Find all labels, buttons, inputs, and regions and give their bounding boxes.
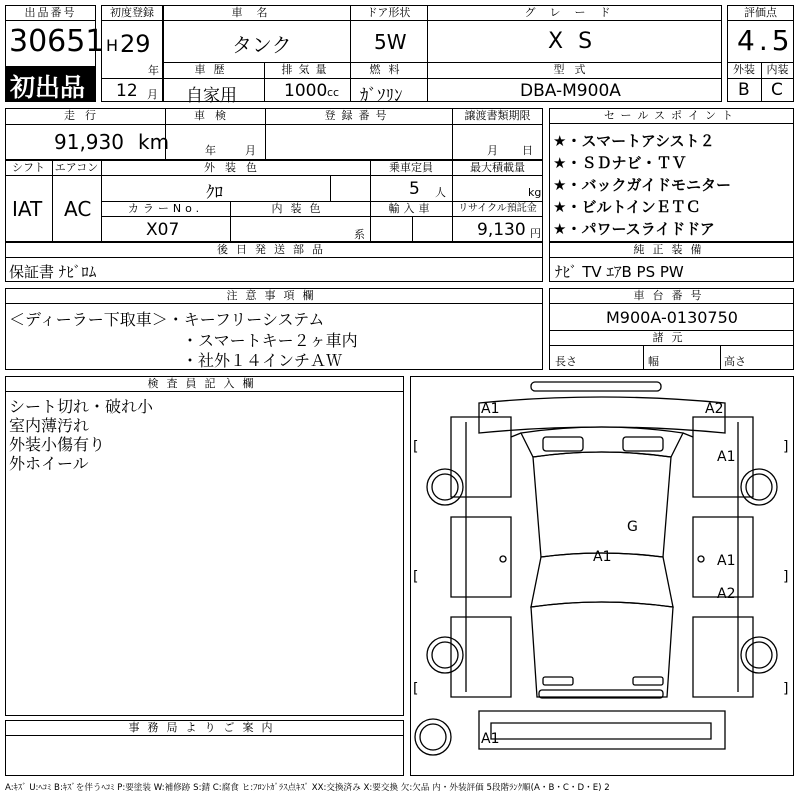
length-label: 長さ <box>555 355 577 368</box>
model: DBA-M900A <box>520 81 621 101</box>
mileage-label: 走行 <box>64 109 106 122</box>
mileage: 91,930 <box>54 130 124 154</box>
registration-label: 初度登録 <box>101 5 163 21</box>
office-label: 事務局よりご案内 <box>5 720 404 736</box>
reg-era: H <box>106 36 119 55</box>
door-label: ドア形状 <box>366 6 411 19</box>
genuine-equipment-label: 純正装備 <box>549 242 794 258</box>
bracket: ] <box>783 569 789 585</box>
recycle-deposit: 9,130 <box>477 220 526 240</box>
car-diagram-svg <box>411 377 793 775</box>
inspection-month-unit: 月 <box>245 144 256 157</box>
car-name: タンク <box>232 33 292 57</box>
legend-text: A:ｷｽﾞ U:ﾍｺﾐ B:ｷｽﾞを伴うﾍｺﾐ P:要塗装 W:補修跡 S:錆 C:腐食 ヒ:ﾌﾛﾝﾄｶﾞﾗｽ点ｷｽﾞ XX:交換済み X:要交換 欠:欠品 内・外装評価 5段階ﾗﾝｸ順(A・B・C・D・E) 2 <box>5 783 610 793</box>
inspection-year-unit: 年 <box>205 144 216 157</box>
bracket: ] <box>783 439 789 455</box>
lot-number: 30651 <box>9 24 105 59</box>
damage-diagram <box>410 376 794 776</box>
width-label: 幅 <box>648 355 659 368</box>
interior-grade: C <box>771 80 783 100</box>
history: 自家用 <box>186 86 237 106</box>
reg-month: 12 <box>116 81 138 101</box>
score: 4.5 <box>737 24 794 57</box>
spec-label: 諸元 <box>549 330 794 346</box>
recycle-unit: 円 <box>530 227 541 240</box>
damage-mark: A1 <box>481 731 500 747</box>
displacement: 1000 <box>284 81 328 101</box>
inspector-line-2: 室内薄汚れ <box>9 416 90 435</box>
chassis-label: 車台番号 <box>549 288 794 304</box>
inspector-label: 検査員記入欄 <box>5 376 404 392</box>
int-color-unit: 系 <box>354 228 365 241</box>
grade: X S <box>548 29 597 54</box>
inspector-line-3: 外装小傷有り <box>9 435 106 454</box>
history-label: 車歴 <box>194 63 233 76</box>
bracket: [ <box>413 439 419 455</box>
damage-mark: A1 <box>481 401 500 417</box>
sales-point-5: ★・パワースライドドア <box>553 220 715 238</box>
recycle-label: リサイクル預託金 <box>458 203 537 214</box>
damage-mark: A1 <box>717 449 736 465</box>
inspector-line-1: シート切れ・破れ小 <box>9 397 154 416</box>
sales-points-label: セールスポイント <box>549 108 794 124</box>
bracket: [ <box>413 681 419 697</box>
fuel: ｶﾞｿﾘﾝ <box>360 86 403 106</box>
ext-color: ｸﾛ <box>206 183 223 203</box>
sales-point-4: ★・ビルトインＥＴＣ <box>553 198 701 216</box>
sales-point-1: ★・スマートアシスト２ <box>553 132 715 150</box>
sales-point-2: ★・ＳＤナビ・ＴＶ <box>553 154 687 172</box>
transfer-doc-label: 譲渡書類期限 <box>464 109 531 122</box>
score-label: 評価点 <box>727 5 794 21</box>
car-name-label: 車名 <box>231 6 282 19</box>
max-load-unit: kg <box>528 186 542 199</box>
fuel-label: 燃料 <box>369 63 408 76</box>
shift-label: シフト <box>12 161 45 174</box>
notes-line-3: ・社外１４インチＡＷ <box>182 351 343 370</box>
capacity-unit: 人 <box>435 186 446 199</box>
bracket: ] <box>783 681 789 697</box>
notes-line-2: ・スマートキー２ヶ車内 <box>182 331 358 350</box>
exterior-label: 外装 <box>733 63 755 76</box>
color-no-label: カラーNo. <box>127 202 204 215</box>
height-label: 高さ <box>724 355 746 368</box>
shift: IAT <box>12 197 43 221</box>
transfer-day-unit: 日 <box>522 144 533 157</box>
chassis-number: M900A-0130750 <box>606 308 738 327</box>
capacity-label: 乗車定員 <box>389 161 433 174</box>
later-parts-label: 後日発送部品 <box>5 242 543 258</box>
reg-year: 29 <box>120 30 151 58</box>
ac: AC <box>64 197 92 221</box>
reg-month-unit: 月 <box>147 88 158 101</box>
color-no: X07 <box>146 220 180 240</box>
damage-mark: A1 <box>593 549 612 565</box>
max-load-label: 最大積載量 <box>470 161 525 174</box>
damage-mark: G <box>627 519 638 535</box>
door-shape: 5W <box>374 30 407 54</box>
bracket: [ <box>413 569 419 585</box>
grade-label: グレード <box>524 6 625 19</box>
ext-color-label: 外装色 <box>204 161 267 174</box>
import-label: 輸入車 <box>388 202 434 215</box>
genuine-equipment-value: ﾅﾋﾞ TV ｴｱB PS PW <box>555 263 684 281</box>
sales-point-3: ★・バックガイドモニター <box>553 176 731 194</box>
capacity: 5 <box>409 179 420 199</box>
inspector-line-4: 外ホイール <box>9 454 89 473</box>
damage-mark: A2 <box>717 586 736 602</box>
displacement-unit: cc <box>327 86 340 99</box>
reg-year-unit: 年 <box>148 64 159 77</box>
displacement-label: 排気量 <box>281 63 333 76</box>
int-color-label: 内装色 <box>271 202 329 215</box>
exterior-grade: B <box>738 80 750 100</box>
damage-mark: A1 <box>717 553 736 569</box>
lot-label: 出品番号 <box>5 5 96 21</box>
ac-label: エアコン <box>54 161 99 174</box>
later-parts-value: 保証書 ﾅﾋﾞﾛﾑ <box>9 263 97 281</box>
notes-line-1: ＜ディーラー下取車＞・キーフリーシステム <box>9 310 325 329</box>
notes-label: 注意事項欄 <box>5 288 543 304</box>
reg-number-label: 登録番号 <box>324 109 393 122</box>
model-label: 型式 <box>553 63 596 76</box>
interior-label: 内装 <box>766 63 789 76</box>
first-listing-label: 初出品 <box>10 73 86 102</box>
inspection-label: 車検 <box>194 109 236 122</box>
damage-mark: A2 <box>705 401 724 417</box>
transfer-month-unit: 月 <box>487 144 498 157</box>
mileage-unit: km <box>138 130 170 154</box>
